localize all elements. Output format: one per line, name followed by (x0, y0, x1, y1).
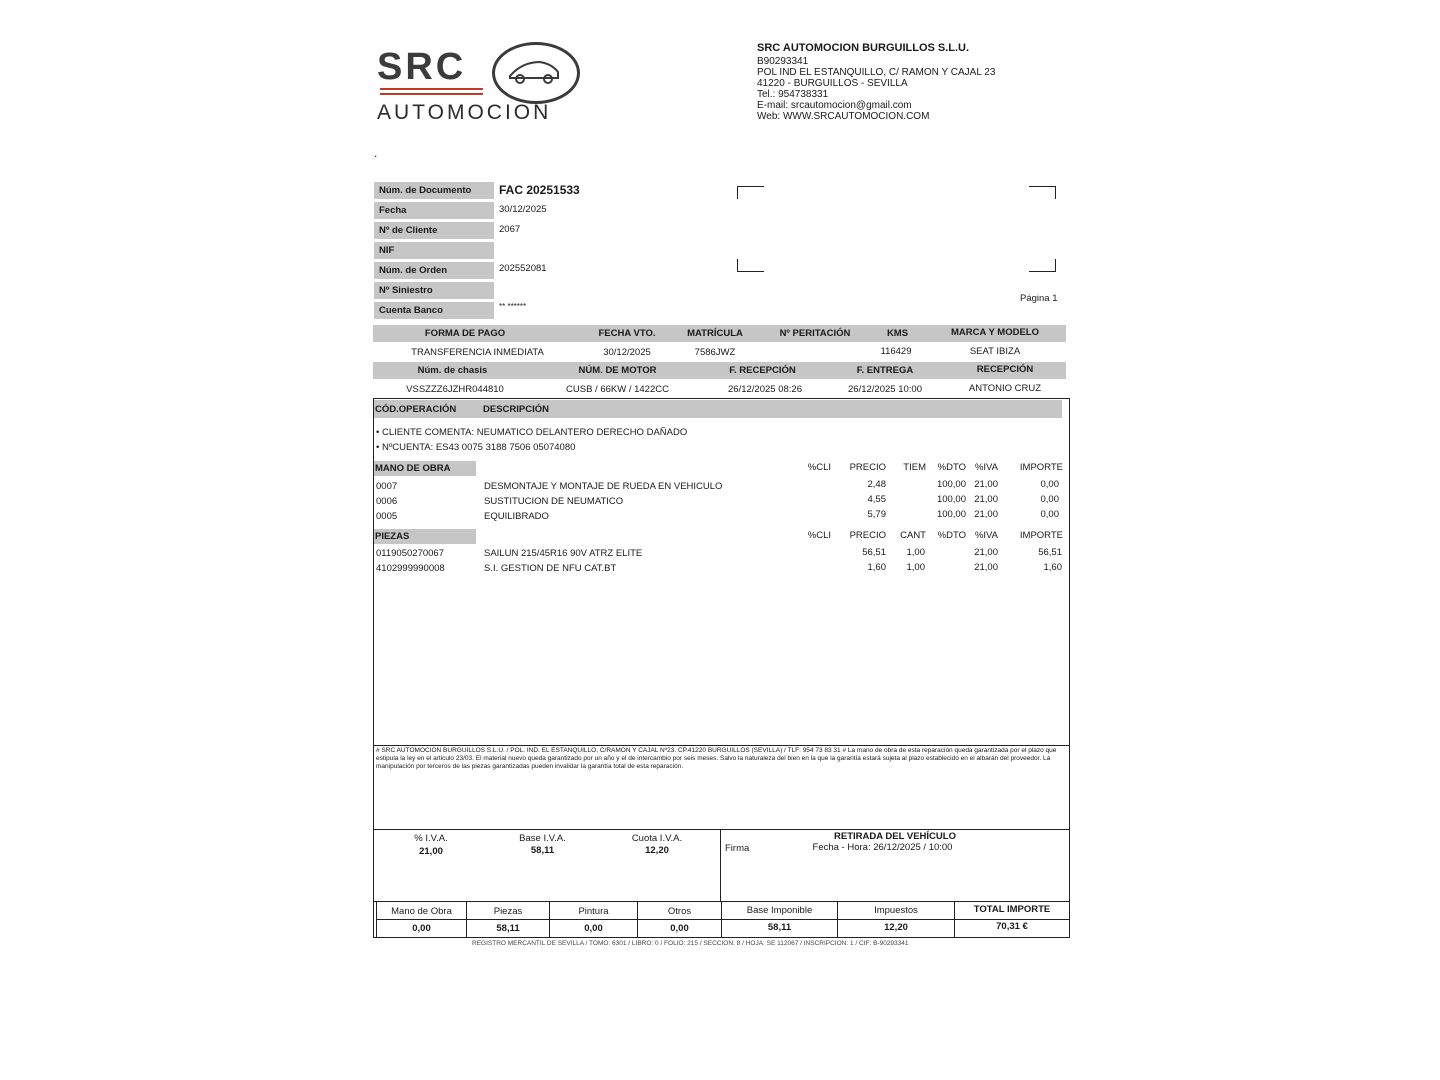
label-cuenta-banco: Cuenta Banco (374, 302, 494, 319)
total-base-imponible: 58,11 (767, 922, 792, 933)
retirada-title: RETIRADA DEL VEHÍCULO (834, 831, 956, 842)
col-cod-operacion: CÓD.OPERACIÓN (375, 404, 457, 415)
row-iva: 21,00 (974, 547, 998, 558)
doc-cliente: 2067 (499, 224, 521, 235)
piezas-col-importe: IMPORTE (1019, 530, 1063, 541)
company-cif: B90293341 (757, 56, 809, 67)
bottom-divider (374, 829, 1069, 830)
address-corner (737, 186, 764, 199)
iva-header-cuota: Cuota I.V.A. (631, 833, 683, 844)
iva-header-pct: % I.V.A. (414, 833, 448, 844)
marca-modelo: SEAT IBIZA (969, 346, 1021, 357)
operations-header-band (374, 400, 1062, 418)
mano-obra-title: MANO DE OBRA (375, 463, 451, 474)
header-recepcion-fecha: F. RECEPCIÓN (729, 365, 796, 376)
firma-label: Firma (725, 843, 750, 854)
row-desc: EQUILIBRADO (484, 511, 549, 522)
comment-cuenta: • NºCUENTA: ES43 0075 3188 7506 05074080 (376, 442, 576, 453)
row-importe: 56,51 (1038, 547, 1062, 558)
mano-col-tiem: TIEM (903, 462, 926, 473)
company-web: Web: WWW.SRCAUTOMOCION.COM (757, 111, 930, 122)
row-dto: 100,00 (936, 494, 966, 505)
piezas-col-dto: %DTO (937, 530, 966, 541)
row-dto: 100,00 (936, 479, 966, 490)
fecha-recepcion: 26/12/2025 08:26 (728, 384, 802, 395)
header-marca-modelo: MARCA Y MODELO (951, 327, 1039, 338)
kms: 116429 (880, 346, 912, 357)
header-entrega: F. ENTREGA (856, 365, 914, 376)
iva-header-base: Base I.V.A. (519, 833, 566, 844)
row-dto: 100,00 (936, 509, 966, 520)
row-precio: 4,55 (867, 494, 886, 505)
totals-mid-line (377, 919, 1070, 920)
row-iva: 21,00 (974, 479, 998, 490)
mano-col-iva: %IVA (974, 462, 998, 473)
address-corner (737, 259, 764, 272)
col-descripcion: DESCRIPCIÓN (483, 404, 549, 415)
legal-text: # SRC AUTOMOCION BURGUILLOS S.L.U. / POL. IND. EL ESTANQUILLO, C/RAMON Y CAJAL Nº23. CP.41220 BURGUILLOS (SEVILLA) / TLF: 954 73 83 31 # La mano de obra de esta reparación queda garantizada por el plazo que estipula la ley en el articulo 23/03. El material nuevo queda garantizado por un año y el de intercambio por seis meses. Salvo la naturaleza del bien en la que la garantía estará sujeta al plazo establecido en el albarán del proveedor. La manipulación por terceros de las piezas garantizadas pueden invalidar la garantía total de esta reparación. (376, 747, 1057, 770)
total-header-pintura: Pintura (578, 906, 609, 917)
row-desc: SAILUN 215/45R16 90V ATRZ ELITE (484, 548, 643, 559)
label-fecha: Fecha (374, 202, 494, 219)
row-iva: 21,00 (974, 562, 998, 573)
row-desc: S.I. GESTION DE NFU CAT.BT (484, 563, 617, 574)
address-corner (1029, 259, 1056, 272)
label-cliente: Nº de Cliente (374, 222, 494, 239)
row-importe: 1,60 (1043, 562, 1062, 573)
piezas-col-iva: %IVA (974, 530, 998, 541)
row-code: 0005 (376, 511, 398, 522)
doc-orden: 202552081 (499, 263, 547, 274)
row-precio: 5,79 (867, 509, 886, 520)
row-cant: 1,00 (906, 562, 925, 573)
row-iva: 21,00 (974, 509, 998, 520)
logo-stripe (380, 88, 483, 90)
logo-stripe (380, 93, 483, 95)
comment-cliente: • CLIENTE COMENTA: NEUMATICO DELANTERO DERECHO DAÑADO (376, 427, 688, 438)
company-city: 41220 - BURGUILLOS - SEVILLA (757, 78, 908, 89)
iva-pct: 21,00 (419, 846, 443, 857)
total-header-impuestos: Impuestos (874, 905, 918, 916)
iva-base: 58,11 (530, 845, 555, 856)
total-importe: 70,31 € (996, 921, 1028, 932)
header-peritacion: Nº PERITACIÓN (779, 328, 851, 339)
forma-pago: TRANSFERENCIA INMEDIATA (411, 347, 544, 358)
header-chasis: Núm. de chasis (417, 365, 488, 376)
recepcion: ANTONIO CRUZ (968, 383, 1042, 394)
header-fecha-vto: FECHA VTO. (598, 328, 656, 339)
row-code: 0006 (376, 496, 398, 507)
company-name: SRC AUTOMOCION BURGUILLOS S.L.U. (757, 42, 970, 54)
totals-bottom-line (376, 937, 1070, 938)
page-number: Página 1 (1020, 293, 1058, 304)
row-precio: 2,48 (867, 479, 886, 490)
retirada-divider (720, 829, 721, 901)
car-logo-icon (492, 42, 580, 104)
doc-cuenta: ** ****** (499, 302, 527, 311)
row-code: 0119050270067 (376, 548, 444, 559)
row-precio: 56,51 (862, 547, 886, 558)
header-forma-pago: FORMA DE PAGO (424, 328, 506, 339)
row-code: 0007 (376, 481, 398, 492)
total-pintura: 0,00 (584, 923, 603, 934)
total-mano-obra: 0,00 (412, 923, 431, 934)
total-impuestos: 12,20 (884, 922, 908, 933)
row-code: 4102999990008 (376, 563, 445, 574)
row-cant: 1,00 (906, 547, 925, 558)
header-matricula: MATRÍCULA (687, 328, 743, 339)
fecha-entrega: 26/12/2025 10:00 (848, 384, 922, 395)
motor: CUSB / 66KW / 1422CC (566, 384, 669, 395)
row-importe: 0,00 (1040, 509, 1059, 520)
row-desc: DESMONTAJE Y MONTAJE DE RUEDA EN VEHICULO (484, 481, 723, 492)
total-header-otros: Otros (667, 906, 692, 917)
doc-number: FAC 20251533 (499, 183, 580, 197)
logo-text-src: SRC (377, 46, 467, 88)
iva-cuota: 12,20 (645, 845, 669, 856)
piezas-col-cant: CANT (900, 530, 926, 541)
mano-col-precio: PRECIO (849, 462, 886, 473)
label-num-documento: Núm. de Documento (374, 182, 494, 199)
header-recepcion: RECEPCIÓN (976, 364, 1034, 375)
row-iva: 21,00 (974, 494, 998, 505)
mano-col-dto: %DTO (937, 462, 966, 473)
header-kms: KMS (886, 328, 909, 339)
piezas-title: PIEZAS (375, 531, 410, 542)
address-corner (1029, 186, 1056, 199)
retirada-fecha: Fecha - Hora: 26/12/2025 / 10:00 (812, 842, 953, 853)
logo-text-automocion: AUTOMOCION (377, 101, 552, 124)
piezas-col-cli: %CLI (807, 530, 831, 541)
legal-divider (374, 745, 1069, 746)
total-header-piezas: Piezas (493, 906, 523, 917)
label-siniestro: Nº Siniestro (374, 282, 494, 299)
row-importe: 0,00 (1040, 479, 1059, 490)
piezas-col-precio: PRECIO (849, 530, 886, 541)
company-info (757, 43, 995, 122)
total-otros: 0,00 (670, 923, 689, 934)
dot-mark: . (374, 146, 378, 160)
company-address: POL IND EL ESTANQUILLO, C/ RAMON Y CAJAL 23 (757, 67, 996, 78)
doc-fecha: 30/12/2025 (499, 204, 547, 215)
matricula: 7586JWZ (694, 347, 736, 358)
row-precio: 1,60 (867, 562, 886, 573)
fecha-vto: 30/12/2025 (603, 347, 651, 358)
total-header-base: Base Imponible (746, 905, 813, 916)
company-tel: Tel.: 954738331 (757, 89, 829, 100)
chasis: VSSZZZ6JZHR044810 (406, 384, 504, 395)
total-header-mano-obra: Mano de Obra (391, 906, 452, 917)
label-nif: NIF (374, 242, 494, 259)
total-header-total: TOTAL IMPORTE (973, 904, 1051, 915)
totals-col-line (1069, 901, 1070, 938)
row-desc: SUSTITUCION DE NEUMATICO (484, 496, 624, 507)
row-importe: 0,00 (1040, 494, 1059, 505)
company-email: E-mail: srcautomocion@gmail.com (757, 100, 912, 111)
mano-col-importe: IMPORTE (1019, 462, 1063, 473)
mano-col-cli: %CLI (807, 462, 831, 473)
header-motor: NÚM. DE MOTOR (578, 365, 657, 376)
total-piezas: 58,11 (496, 923, 520, 934)
label-orden: Núm. de Orden (374, 262, 494, 279)
registry-footer: REGISTRO MERCANTIL DE SEVILLA / TOMO: 6301 / LIBRO: 0 / FOLIO: 215 / SECCION: 8 / HOJA: SE 112067 / INSCRIPCION: 1 / CIF: B-90293341 (472, 940, 909, 947)
